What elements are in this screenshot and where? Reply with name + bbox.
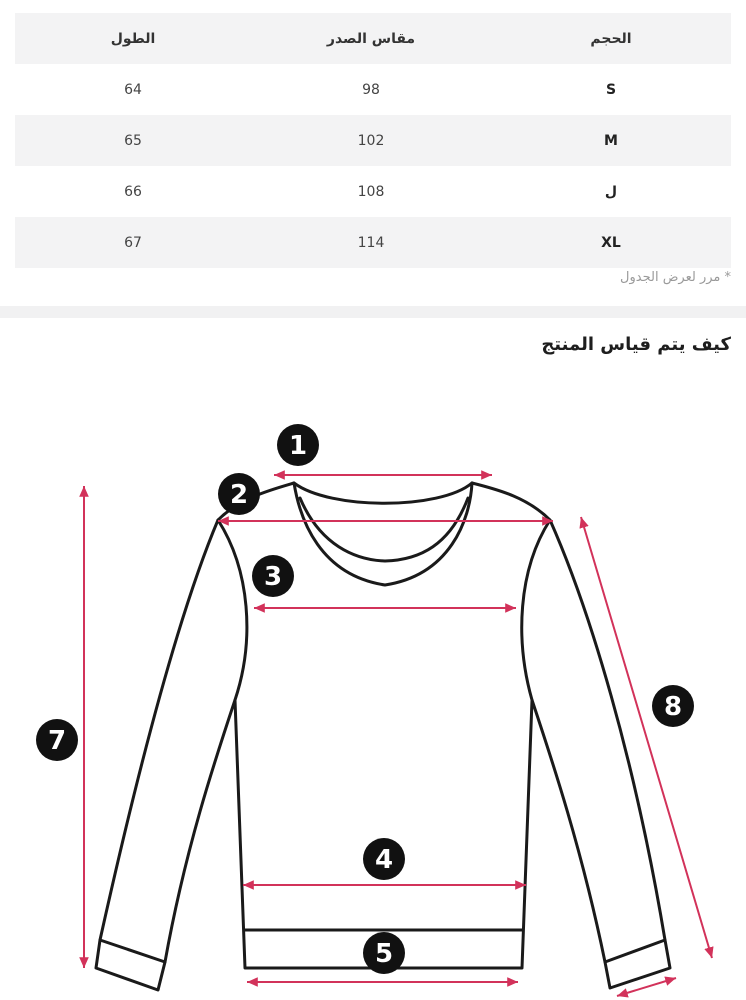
marker-4 <box>363 838 405 880</box>
svg-text:7: 7 <box>47 726 67 756</box>
svg-text:1: 1 <box>288 431 308 461</box>
table-row <box>15 166 731 217</box>
size-table-container[interactable] <box>15 13 731 268</box>
header-length: الطول <box>110 30 156 47</box>
chest-cell: 114 <box>357 234 385 251</box>
header-chest: مقاس الصدر <box>326 30 416 47</box>
marker-1 <box>277 424 319 466</box>
svg-text:4: 4 <box>374 845 394 875</box>
length-cell: 64 <box>124 81 142 98</box>
measurement-diagram <box>0 380 746 1000</box>
svg-text:3: 3 <box>263 562 283 592</box>
length-cell: 66 <box>124 183 142 200</box>
chest-cell: 108 <box>357 183 385 200</box>
measure-line-cuff <box>617 978 676 996</box>
size-cell: M <box>604 132 618 149</box>
table-header-row <box>15 13 731 64</box>
table-row <box>15 64 731 115</box>
svg-text:2: 2 <box>229 480 249 510</box>
marker-5 <box>363 932 405 974</box>
measure-line-sleeve <box>581 517 712 958</box>
sweater-illustration <box>0 380 746 1000</box>
section-divider <box>0 306 746 318</box>
table-row <box>15 115 731 166</box>
length-cell: 65 <box>124 132 142 149</box>
size-table <box>15 13 731 268</box>
svg-text:8: 8 <box>663 692 683 722</box>
length-cell: 67 <box>124 234 142 251</box>
how-to-measure-title: كيف يتم قياس المنتج <box>541 334 731 355</box>
size-cell: XL <box>601 234 621 251</box>
marker-8 <box>652 685 694 727</box>
chest-cell: 102 <box>357 132 385 149</box>
sweater-outline <box>96 483 670 990</box>
marker-3 <box>252 555 294 597</box>
size-cell: ل <box>604 183 618 200</box>
scroll-hint: * مرر لعرض الجدول <box>620 270 731 285</box>
marker-7 <box>36 719 78 761</box>
header-size: الحجم <box>590 30 632 47</box>
size-cell: S <box>605 81 617 98</box>
table-row <box>15 217 731 268</box>
measure-lines <box>84 475 712 996</box>
chest-cell: 98 <box>362 81 380 98</box>
svg-text:5: 5 <box>374 939 394 969</box>
marker-2 <box>218 473 260 515</box>
